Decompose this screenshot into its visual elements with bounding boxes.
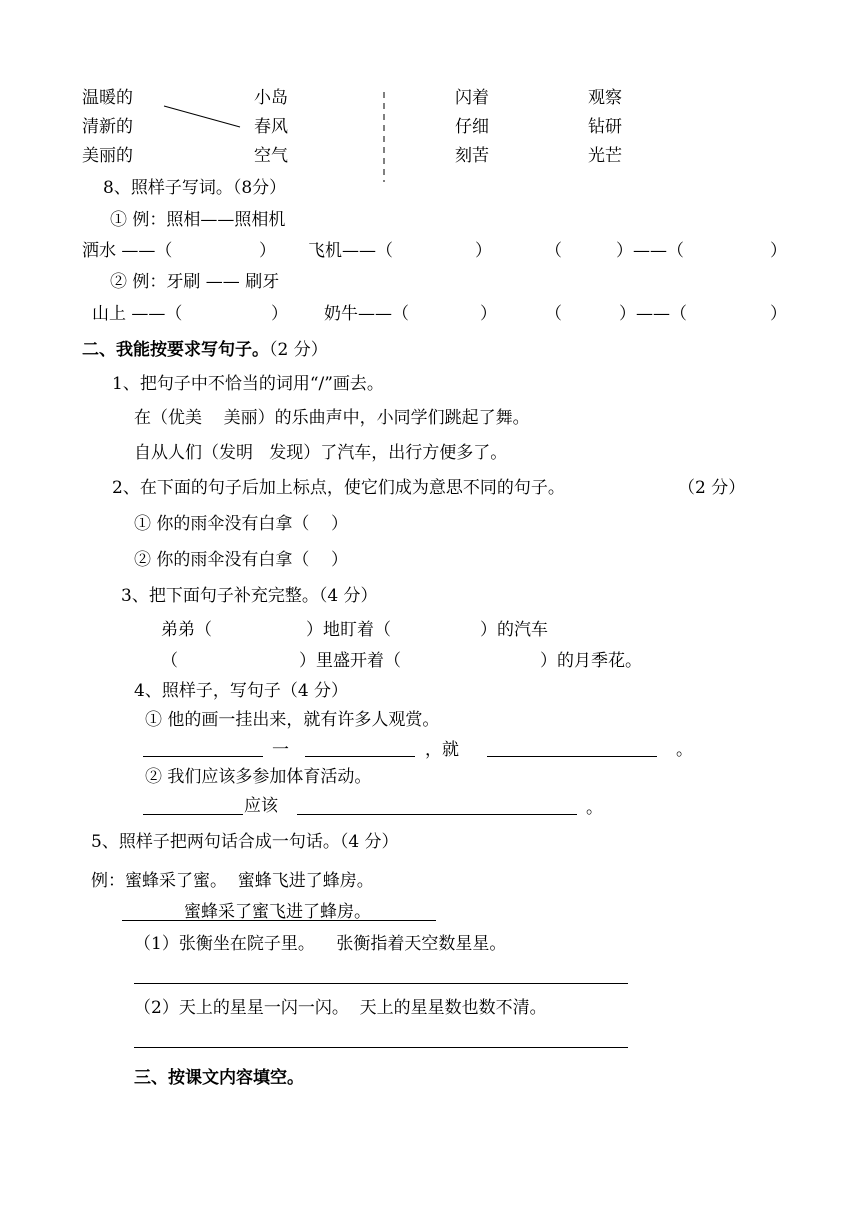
q8-r1-g: ）: [770, 241, 787, 261]
q8-example-2: ② 例：牙刷 —— 刷牙: [110, 272, 280, 292]
section-3-title: 三、按课文内容填空。: [134, 1068, 304, 1088]
q8-r2-b: ）: [271, 304, 288, 324]
q8-r1-c: 飞机——（: [308, 241, 393, 261]
match-left-1: 温暖的: [82, 88, 133, 108]
q2-3-r1-b: ）地盯着（: [306, 620, 391, 640]
q8-r2-d: ）: [480, 304, 497, 324]
q2-4-word-yinggai: 应该: [244, 796, 278, 816]
q2-4-blank-3[interactable]: [487, 756, 657, 757]
q8-title: 8、照样子写词。（8分）: [103, 178, 287, 198]
q2-2-title: 2、在下面的句子后加上标点，使它们成为意思不同的句子。: [112, 478, 565, 498]
q2-4-example-2: ② 我们应该多参加体育活动。: [145, 767, 372, 787]
match-verb-3: 刻苦: [455, 146, 489, 166]
q2-1-title: 1、把句子中不恰当的词用“/”画去。: [112, 374, 384, 394]
q2-4-example-1: ① 他的画一挂出来，就有许多人观赏。: [145, 710, 440, 730]
q2-3-r2-a: （: [161, 651, 178, 671]
q2-4-blank-4[interactable]: [143, 814, 243, 815]
q2-4-blank-2[interactable]: [305, 756, 415, 757]
q8-r2-c: 奶牛——（: [324, 304, 409, 324]
section-2-heading: [82, 340, 328, 360]
q2-5-answer-line-2[interactable]: [134, 1047, 628, 1048]
q8-r2-e: （: [545, 304, 562, 324]
q8-r1-e: （: [545, 241, 562, 261]
q8-example-1: ① 例：照相——照相机: [110, 210, 286, 230]
q2-4-blank-5[interactable]: [297, 814, 577, 815]
q2-5-answer-line-1[interactable]: [134, 983, 628, 984]
q2-5-title: 5、照样子把两句话合成一句话。（4 分）: [91, 832, 399, 852]
match-object-1: 观察: [588, 88, 622, 108]
q8-r2-a: 山上 ——（: [92, 304, 183, 324]
q2-3-r2-b: ）里盛开着（: [299, 651, 401, 671]
match-verb-2: 仔细: [455, 117, 489, 137]
q2-5-example-answer: 蜜蜂采了蜜飞进了蜂房。: [184, 902, 371, 922]
section-2-points: （2 分）: [269, 340, 328, 360]
match-noun-2: 春风: [254, 117, 288, 137]
q2-4-title: 4、照样子，写句子（4 分）: [134, 681, 349, 701]
q8-r1-d: ）: [475, 241, 492, 261]
match-lines: [0, 0, 860, 200]
q2-3-title: 3、把下面句子补充完整。（4 分）: [121, 586, 378, 606]
section-2-title: 二、我能按要求写句子。: [82, 340, 269, 360]
match-object-2: 钻研: [588, 117, 622, 137]
q2-3-r1-c: ）的汽车: [480, 620, 548, 640]
q2-1-sentence-2: 自从人们（发明 发现）了汽车，出行方便多了。: [134, 443, 508, 463]
match-connector-line: [164, 106, 240, 127]
match-noun-1: 小岛: [254, 88, 288, 108]
q8-r2-g: ）: [770, 304, 787, 324]
q2-4-word-yi: 一: [272, 740, 289, 760]
q2-5-sentence-2: （2）天上的星星一闪一闪。 天上的星星数也数不清。: [134, 998, 547, 1018]
q8-r2-f: ）——（: [619, 304, 687, 324]
q2-3-r1-a: 弟弟（: [161, 620, 212, 640]
q2-4-period-1: 。: [676, 740, 693, 760]
match-noun-3: 空气: [254, 146, 288, 166]
q2-1-sentence-1: 在（优美 美丽）的乐曲声中，小同学们跳起了舞。: [134, 408, 530, 428]
q2-4-blank-1[interactable]: [143, 756, 263, 757]
q2-5-sentence-1: （1）张衡坐在院子里。 张衡指着天空数星星。: [134, 934, 507, 954]
match-left-3: 美丽的: [82, 146, 133, 166]
q2-3-r2-c: ）的月季花。: [540, 651, 642, 671]
q8-r1-a: 洒水 ——（: [82, 241, 173, 261]
q2-2-sentence-1: ① 你的雨伞没有白拿（ ）: [134, 514, 349, 534]
match-verb-1: 闪着: [455, 88, 489, 108]
q2-4-period-2: 。: [586, 798, 603, 818]
q8-r1-f: ）——（: [616, 241, 684, 261]
match-left-2: 清新的: [82, 117, 133, 137]
q8-r1-b: ）: [259, 241, 276, 261]
q2-2-sentence-2: ② 你的雨伞没有白拿（ ）: [134, 550, 349, 570]
q2-4-word-jiu: ，就: [425, 740, 459, 760]
match-object-3: 光芒: [588, 146, 622, 166]
q2-2-points: （2 分）: [678, 478, 746, 498]
q2-5-example: 例：蜜蜂采了蜜。 蜜蜂飞进了蜂房。: [91, 871, 374, 891]
